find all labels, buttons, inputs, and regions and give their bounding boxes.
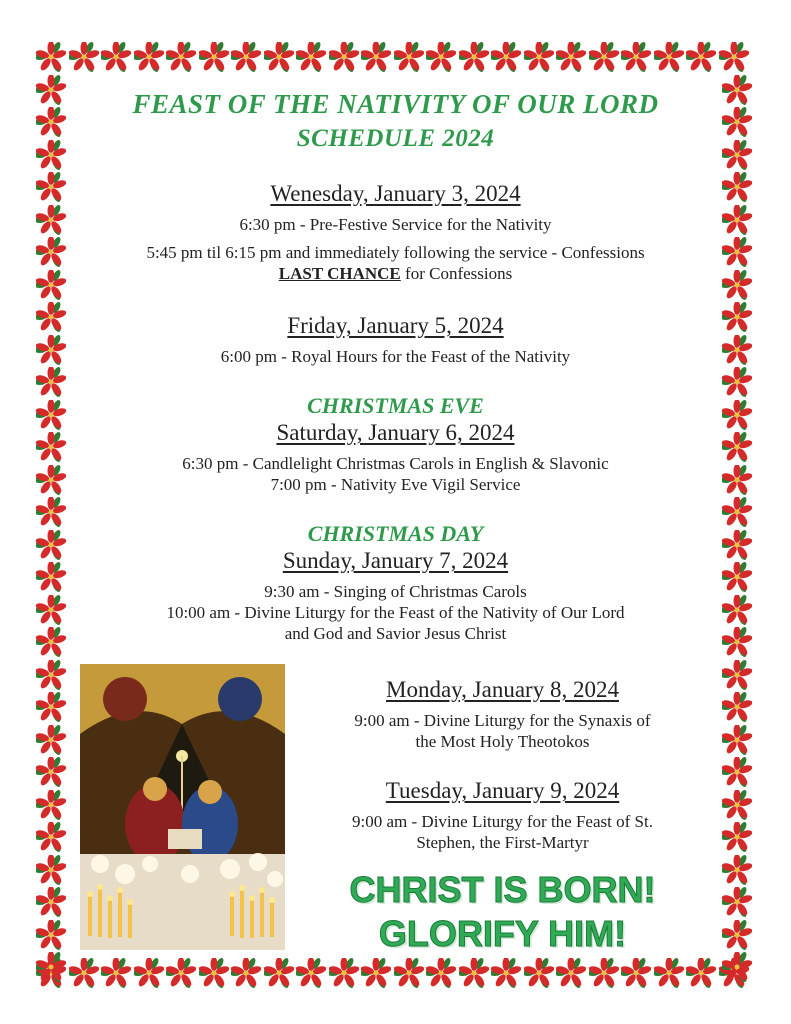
friday-section — [60, 312, 731, 367]
friday-date: Friday, January 5, 2024 — [287, 313, 504, 338]
page-subtitle: SCHEDULE 2024 — [296, 125, 495, 152]
poinsettia-icon — [722, 822, 752, 852]
poinsettia-icon — [36, 958, 66, 988]
nativity-icon-photo — [80, 664, 285, 950]
poinsettia-icon — [69, 958, 99, 988]
poinsettia-icon — [459, 958, 489, 988]
closing-line-1: CHRIST IS BORN! — [349, 869, 656, 910]
sunday-date: Sunday, January 7, 2024 — [282, 548, 509, 573]
poinsettia-icon — [36, 725, 66, 755]
poinsettia-icon — [329, 958, 359, 988]
wednesday-section — [60, 180, 731, 284]
poinsettia-icon — [621, 958, 651, 988]
poinsettia-icon — [589, 958, 619, 988]
sunday-line-2: 10:00 am - Divine Liturgy for the Feast of the Nativity of Our Lord — [166, 603, 625, 622]
poinsettia-icon — [199, 42, 229, 72]
poinsettia-icon — [719, 958, 749, 988]
poinsettia-icon — [426, 42, 456, 72]
poinsettia-icon — [491, 958, 521, 988]
poinsettia-icon — [101, 958, 131, 988]
poinsettia-icon — [101, 42, 131, 72]
poinsettia-icon — [654, 958, 684, 988]
poinsettia-icon — [361, 42, 391, 72]
poinsettia-icon — [524, 958, 554, 988]
monday-line-1: 9:00 am - Divine Liturgy for the Synaxis of — [354, 711, 651, 730]
poinsettia-icon — [134, 958, 164, 988]
monday-section — [300, 676, 705, 752]
poinsettia-icon — [361, 958, 391, 988]
sunday-line-1: 9:30 am - Singing of Christmas Carols — [264, 582, 527, 601]
poinsettia-icon — [722, 725, 752, 755]
last-chance-label: LAST CHANCE — [278, 264, 401, 283]
poinsettia-icon — [722, 855, 752, 885]
poinsettia-icon — [589, 42, 619, 72]
poinsettia-icon — [36, 757, 66, 787]
monday-date: Monday, January 8, 2024 — [386, 677, 619, 702]
poinsettia-icon — [36, 790, 66, 820]
poinsettia-icon — [296, 958, 326, 988]
poinsettia-icon — [426, 958, 456, 988]
poinsettia-icon — [36, 920, 66, 950]
christmas-day-section — [60, 521, 731, 644]
sunday-line-3: and God and Savior Jesus Christ — [284, 624, 507, 643]
poinsettia-icon — [686, 958, 716, 988]
page-title: FEAST OF THE NATIVITY OF OUR LORD — [132, 89, 659, 119]
poinsettia-icon — [686, 42, 716, 72]
christmas-day-heading: CHRISTMAS DAY — [307, 521, 484, 546]
poinsettia-icon — [36, 887, 66, 917]
tuesday-section — [300, 777, 705, 853]
poinsettia-icon — [36, 822, 66, 852]
christmas-eve-section — [60, 393, 731, 495]
tuesday-date: Tuesday, January 9, 2024 — [385, 778, 620, 803]
saturday-line-1: 6:30 pm - Candlelight Christmas Carols in English & Slavonic — [182, 454, 609, 473]
poinsettia-icon — [654, 42, 684, 72]
monday-line-2: the Most Holy Theotokos — [415, 732, 590, 751]
poinsettia-icon — [556, 42, 586, 72]
poinsettia-icon — [722, 757, 752, 787]
poinsettia-icon — [719, 42, 749, 72]
poinsettia-icon — [491, 42, 521, 72]
poinsettia-icon — [264, 42, 294, 72]
poinsettia-icon — [329, 42, 359, 72]
poinsettia-icon — [722, 692, 752, 722]
poinsettia-icon — [166, 958, 196, 988]
christmas-eve-heading: CHRISTMAS EVE — [307, 393, 484, 418]
friday-line-1: 6:00 pm - Royal Hours for the Feast of the Nativity — [220, 347, 571, 366]
poinsettia-icon — [722, 887, 752, 917]
wednesday-line-1: 6:30 pm - Pre-Festive Service for the Nativity — [239, 215, 552, 234]
poinsettia-icon — [231, 958, 261, 988]
closing-line-2: GLORIFY HIM! — [378, 913, 627, 954]
poinsettia-icon — [134, 42, 164, 72]
poinsettia-icon — [722, 952, 752, 982]
poinsettia-icon — [166, 42, 196, 72]
poinsettia-icon — [722, 660, 752, 690]
poinsettia-icon — [722, 920, 752, 950]
poinsettia-icon — [394, 42, 424, 72]
wednesday-line-2: 5:45 pm til 6:15 pm and immediately following the service - Confessions — [146, 243, 645, 262]
poinsettia-icon — [199, 958, 229, 988]
poinsettia-icon — [36, 952, 66, 982]
poinsettia-icon — [36, 855, 66, 885]
poinsettia-icon — [231, 42, 261, 72]
saturday-date: Saturday, January 6, 2024 — [276, 420, 515, 445]
poinsettia-icon — [394, 958, 424, 988]
poinsettia-icon — [296, 42, 326, 72]
poinsettia-icon — [524, 42, 554, 72]
poinsettia-icon — [621, 42, 651, 72]
poinsettia-icon — [36, 42, 66, 72]
wednesday-line-3 — [60, 263, 731, 284]
poinsettia-icon — [69, 42, 99, 72]
tuesday-line-1: 9:00 am - Divine Liturgy for the Feast of St. — [352, 812, 653, 831]
wednesday-date: Wenesday, January 3, 2024 — [270, 181, 521, 206]
poinsettia-icon — [459, 42, 489, 72]
poinsettia-icon — [36, 660, 66, 690]
saturday-line-2: 7:00 pm - Nativity Eve Vigil Service — [270, 475, 521, 494]
poinsettia-icon — [722, 790, 752, 820]
confessions-text: for Confessions — [400, 264, 513, 283]
poinsettia-icon — [556, 958, 586, 988]
poinsettia-icon — [36, 692, 66, 722]
poinsettia-icon — [264, 958, 294, 988]
tuesday-line-2: Stephen, the First-Martyr — [416, 833, 589, 852]
